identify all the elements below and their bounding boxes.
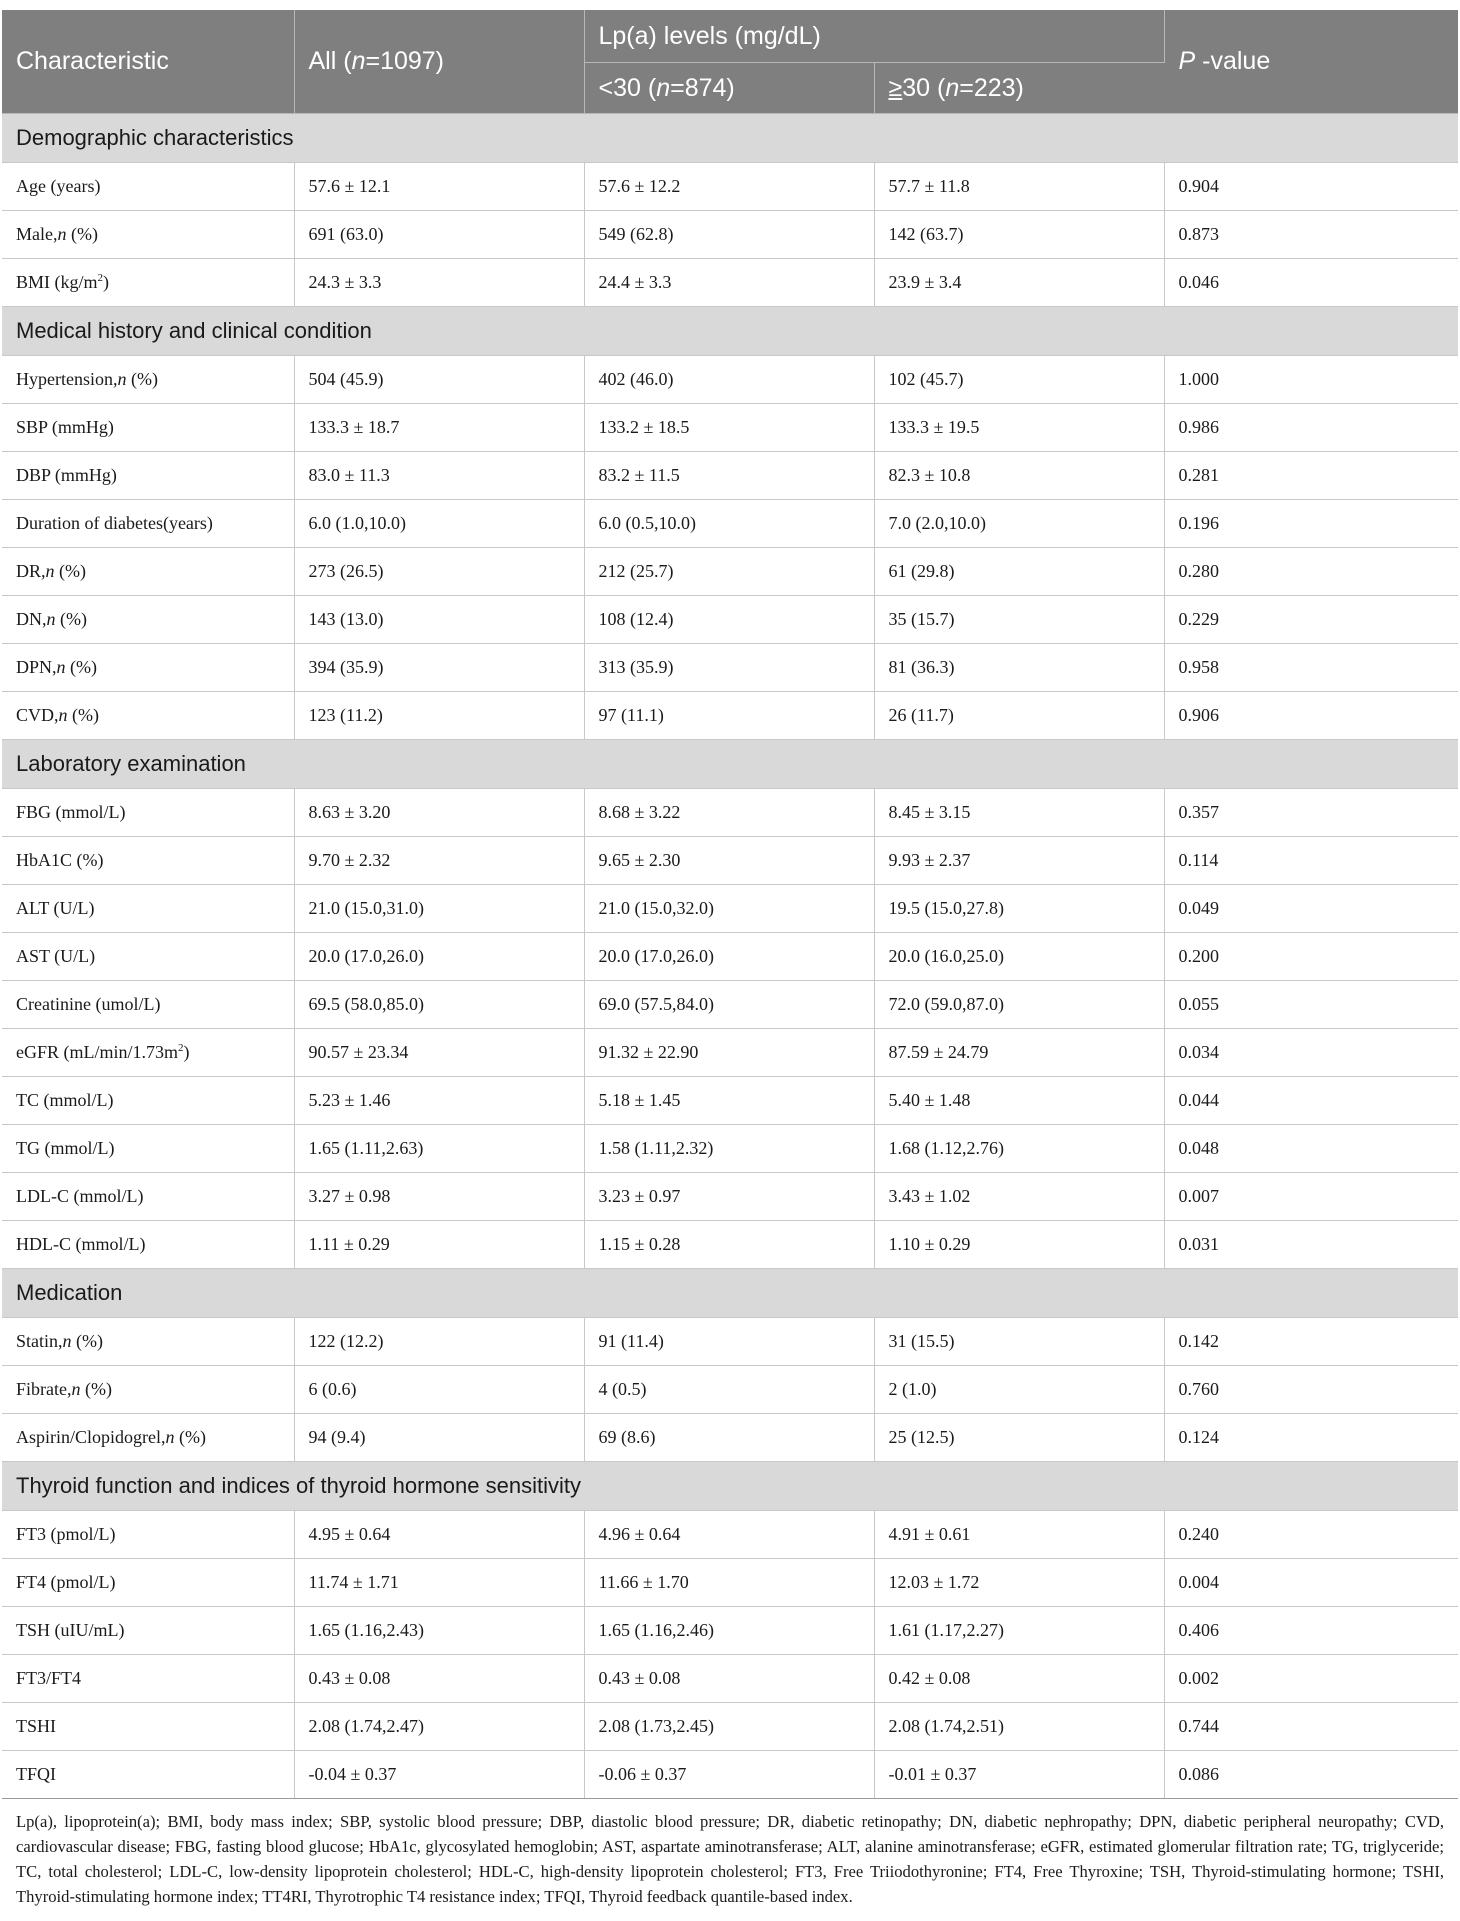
cell-low: 21.0 (15.0,32.0) — [584, 885, 874, 933]
table-row — [2, 1655, 1458, 1703]
table-row — [2, 1366, 1458, 1414]
cell-all: 20.0 (17.0,26.0) — [294, 933, 584, 981]
cell-p: 0.007 — [1164, 1173, 1458, 1221]
cell-low: 3.23 ± 0.97 — [584, 1173, 874, 1221]
table-row — [2, 500, 1458, 548]
cell-p: 0.055 — [1164, 981, 1458, 1029]
row-label: DN,n (%) — [2, 596, 294, 644]
cell-high: 4.91 ± 0.61 — [874, 1511, 1164, 1559]
cell-all: 0.43 ± 0.08 — [294, 1655, 584, 1703]
cell-all: 3.27 ± 0.98 — [294, 1173, 584, 1221]
row-label: TC (mmol/L) — [2, 1077, 294, 1125]
table-footnote: Lp(a), lipoprotein(a); BMI, body mass index; SBP, systolic blood pressure; DBP, diastolic blood pressure; DR, diabetic retinopathy; DN, diabetic nephropathy; DPN, diabetic peripheral neuropathy; CVD, cardiovascular disease; FBG, fasting blood glucose; HbA1c, glycosylated hemoglobin; AST, aspartate aminotransferase; ALT, alanine aminotransferase; eGFR, estimated glomerular filtration rate; TG, triglyceride; TC, total cholesterol; LDL-C, low-density lipoprotein cholesterol; HDL-C, high-density lipoprotein cholesterol; FT3, Free Triiodothyronine; FT4, Free Thyroxine; TSH, Thyroid-stimulating hormone; TSHI, Thyroid-stimulating hormone index; TT4RI, Thyrotrophic T4 resistance index; TFQI, Thyroid feedback quantile-based index. — [16, 1812, 1444, 1906]
cell-high: 81 (36.3) — [874, 644, 1164, 692]
cell-p: 0.049 — [1164, 885, 1458, 933]
cell-low: 6.0 (0.5,10.0) — [584, 500, 874, 548]
row-label: Duration of diabetes(years) — [2, 500, 294, 548]
cell-p: 0.200 — [1164, 933, 1458, 981]
header-p-value: P -value — [1164, 10, 1458, 114]
cell-low: 402 (46.0) — [584, 356, 874, 404]
cell-all: 6.0 (1.0,10.0) — [294, 500, 584, 548]
row-label: Age (years) — [2, 163, 294, 211]
section-row — [2, 1462, 1458, 1511]
cell-all: 5.23 ± 1.46 — [294, 1077, 584, 1125]
cell-low: 83.2 ± 11.5 — [584, 452, 874, 500]
header-all: All (n=1097) — [294, 10, 584, 114]
cell-all: 1.11 ± 0.29 — [294, 1221, 584, 1269]
row-label: CVD,n (%) — [2, 692, 294, 740]
cell-low: 69.0 (57.5,84.0) — [584, 981, 874, 1029]
cell-high: 61 (29.8) — [874, 548, 1164, 596]
cell-p: 0.986 — [1164, 404, 1458, 452]
cell-p: 1.000 — [1164, 356, 1458, 404]
cell-low: 108 (12.4) — [584, 596, 874, 644]
cell-high: 1.61 (1.17,2.27) — [874, 1607, 1164, 1655]
cell-high: 1.10 ± 0.29 — [874, 1221, 1164, 1269]
table-row — [2, 163, 1458, 211]
cell-all: 57.6 ± 12.1 — [294, 163, 584, 211]
cell-all: 83.0 ± 11.3 — [294, 452, 584, 500]
row-label: DPN,n (%) — [2, 644, 294, 692]
cell-all: 6 (0.6) — [294, 1366, 584, 1414]
section-row — [2, 114, 1458, 163]
table-row — [2, 692, 1458, 740]
row-label: LDL-C (mmol/L) — [2, 1173, 294, 1221]
table-row — [2, 981, 1458, 1029]
table-row — [2, 1221, 1458, 1269]
header-lpa-low: <30 (n=874) — [584, 63, 874, 114]
cell-low: 2.08 (1.73,2.45) — [584, 1703, 874, 1751]
row-label: TSH (uIU/mL) — [2, 1607, 294, 1655]
cell-all: 133.3 ± 18.7 — [294, 404, 584, 452]
section-medication: Medication — [2, 1269, 1458, 1318]
cell-all: 21.0 (15.0,31.0) — [294, 885, 584, 933]
row-label: DR,n (%) — [2, 548, 294, 596]
section-thyroid: Thyroid function and indices of thyroid hormone sensitivity — [2, 1462, 1458, 1511]
cell-high: 9.93 ± 2.37 — [874, 837, 1164, 885]
cell-high: 23.9 ± 3.4 — [874, 259, 1164, 307]
cell-p: 0.280 — [1164, 548, 1458, 596]
header-characteristic: Characteristic — [2, 10, 294, 114]
row-label: HDL-C (mmol/L) — [2, 1221, 294, 1269]
cell-low: 20.0 (17.0,26.0) — [584, 933, 874, 981]
row-label: Aspirin/Clopidogrel,n (%) — [2, 1414, 294, 1462]
table-row — [2, 1318, 1458, 1366]
cell-p: 0.760 — [1164, 1366, 1458, 1414]
cell-high: 8.45 ± 3.15 — [874, 789, 1164, 837]
row-label: Male,n (%) — [2, 211, 294, 259]
cell-high: 0.42 ± 0.08 — [874, 1655, 1164, 1703]
row-label: BMI $(kg/m^2)$ — [2, 259, 294, 307]
row-label: TFQI — [2, 1751, 294, 1799]
cell-low: 4.96 ± 0.64 — [584, 1511, 874, 1559]
cell-low: 313 (35.9) — [584, 644, 874, 692]
cell-p: 0.406 — [1164, 1607, 1458, 1655]
cell-high: 87.59 ± 24.79 — [874, 1029, 1164, 1077]
row-label: FT4 (pmol/L) — [2, 1559, 294, 1607]
cell-p: 0.142 — [1164, 1318, 1458, 1366]
cell-high: 26 (11.7) — [874, 692, 1164, 740]
cell-high: 7.0 (2.0,10.0) — [874, 500, 1164, 548]
cell-all: 122 (12.2) — [294, 1318, 584, 1366]
header-lpa-group: Lp(a) levels (mg/dL) — [584, 10, 1164, 63]
cell-high: 133.3 ± 19.5 — [874, 404, 1164, 452]
table-row — [2, 1511, 1458, 1559]
table-row — [2, 1559, 1458, 1607]
cell-all: 8.63 ± 3.20 — [294, 789, 584, 837]
row-label: Fibrate,n (%) — [2, 1366, 294, 1414]
cell-all: 4.95 ± 0.64 — [294, 1511, 584, 1559]
row-label: Hypertension,n (%) — [2, 356, 294, 404]
cell-p: 0.240 — [1164, 1511, 1458, 1559]
table-header — [2, 10, 1458, 114]
cell-p: 0.046 — [1164, 259, 1458, 307]
cell-high: 82.3 ± 10.8 — [874, 452, 1164, 500]
row-label: TSHI — [2, 1703, 294, 1751]
section-row — [2, 307, 1458, 356]
table-row — [2, 789, 1458, 837]
cell-all: 1.65 (1.16,2.43) — [294, 1607, 584, 1655]
cell-all: 273 (26.5) — [294, 548, 584, 596]
row-label: HbA1C (%) — [2, 837, 294, 885]
cell-p: 0.034 — [1164, 1029, 1458, 1077]
row-label: Creatinine (umol/L) — [2, 981, 294, 1029]
cell-low: 4 (0.5) — [584, 1366, 874, 1414]
section-medical: Medical history and clinical condition — [2, 307, 1458, 356]
row-label: AST (U/L) — [2, 933, 294, 981]
cell-high: 72.0 (59.0,87.0) — [874, 981, 1164, 1029]
row-label: Statin,n (%) — [2, 1318, 294, 1366]
table-row — [2, 596, 1458, 644]
cell-all: 90.57 ± 23.34 — [294, 1029, 584, 1077]
table-row — [2, 885, 1458, 933]
cell-low: 24.4 ± 3.3 — [584, 259, 874, 307]
cell-low: 91.32 ± 22.90 — [584, 1029, 874, 1077]
cell-p: 0.904 — [1164, 163, 1458, 211]
section-row — [2, 1269, 1458, 1318]
cell-low: 69 (8.6) — [584, 1414, 874, 1462]
table-row — [2, 1751, 1458, 1799]
cell-high: 31 (15.5) — [874, 1318, 1164, 1366]
row-label: SBP (mmHg) — [2, 404, 294, 452]
section-demographic: Demographic characteristics — [2, 114, 1458, 163]
table-row — [2, 837, 1458, 885]
cell-high: 20.0 (16.0,25.0) — [874, 933, 1164, 981]
cell-high: 3.43 ± 1.02 — [874, 1173, 1164, 1221]
cell-p: 0.357 — [1164, 789, 1458, 837]
cell-low: 1.58 (1.11,2.32) — [584, 1125, 874, 1173]
cell-high: 2 (1.0) — [874, 1366, 1164, 1414]
section-laboratory: Laboratory examination — [2, 740, 1458, 789]
table-row — [2, 933, 1458, 981]
cell-low: 8.68 ± 3.22 — [584, 789, 874, 837]
header-lpa-high: ≥30 (n=223) — [874, 63, 1164, 114]
cell-all: 691 (63.0) — [294, 211, 584, 259]
cell-all: 94 (9.4) — [294, 1414, 584, 1462]
cell-low: 91 (11.4) — [584, 1318, 874, 1366]
table-row — [2, 404, 1458, 452]
row-label: FT3 (pmol/L) — [2, 1511, 294, 1559]
cell-p: 0.873 — [1164, 211, 1458, 259]
table-row — [2, 644, 1458, 692]
row-label: ALT (U/L) — [2, 885, 294, 933]
cell-all: 394 (35.9) — [294, 644, 584, 692]
cell-high: -0.01 ± 0.37 — [874, 1751, 1164, 1799]
cell-p: 0.958 — [1164, 644, 1458, 692]
row-label: FT3/FT4 — [2, 1655, 294, 1703]
cell-low: 133.2 ± 18.5 — [584, 404, 874, 452]
cell-all: -0.04 ± 0.37 — [294, 1751, 584, 1799]
cell-p: 0.906 — [1164, 692, 1458, 740]
cell-low: 57.6 ± 12.2 — [584, 163, 874, 211]
table-row — [2, 1703, 1458, 1751]
cell-low: 0.43 ± 0.08 — [584, 1655, 874, 1703]
cell-high: 102 (45.7) — [874, 356, 1164, 404]
cell-high: 12.03 ± 1.72 — [874, 1559, 1164, 1607]
row-label: DBP (mmHg) — [2, 452, 294, 500]
table-row — [2, 1029, 1458, 1077]
cell-p: 0.229 — [1164, 596, 1458, 644]
cell-high: 142 (63.7) — [874, 211, 1164, 259]
section-row — [2, 740, 1458, 789]
cell-low: 549 (62.8) — [584, 211, 874, 259]
cell-all: 24.3 ± 3.3 — [294, 259, 584, 307]
table-row — [2, 356, 1458, 404]
cell-p: 0.004 — [1164, 1559, 1458, 1607]
cell-p: 0.044 — [1164, 1077, 1458, 1125]
cell-low: 1.65 (1.16,2.46) — [584, 1607, 874, 1655]
cell-p: 0.114 — [1164, 837, 1458, 885]
cell-low: 97 (11.1) — [584, 692, 874, 740]
cell-low: 11.66 ± 1.70 — [584, 1559, 874, 1607]
cell-p: 0.196 — [1164, 500, 1458, 548]
baseline-characteristics-table — [2, 10, 1458, 1799]
cell-high: 2.08 (1.74,2.51) — [874, 1703, 1164, 1751]
table-body — [2, 114, 1458, 1799]
table-row — [2, 259, 1458, 307]
table-row — [2, 1077, 1458, 1125]
cell-all: 143 (13.0) — [294, 596, 584, 644]
cell-high: 57.7 ± 11.8 — [874, 163, 1164, 211]
cell-low: 212 (25.7) — [584, 548, 874, 596]
cell-high: 35 (15.7) — [874, 596, 1164, 644]
table-row — [2, 211, 1458, 259]
table-row — [2, 1125, 1458, 1173]
cell-p: 0.086 — [1164, 1751, 1458, 1799]
cell-all: 1.65 (1.11,2.63) — [294, 1125, 584, 1173]
cell-all: 123 (11.2) — [294, 692, 584, 740]
cell-low: 1.15 ± 0.28 — [584, 1221, 874, 1269]
cell-p: 0.281 — [1164, 452, 1458, 500]
cell-low: 5.18 ± 1.45 — [584, 1077, 874, 1125]
cell-low: 9.65 ± 2.30 — [584, 837, 874, 885]
cell-all: 9.70 ± 2.32 — [294, 837, 584, 885]
document — [2, 0, 1458, 1909]
cell-p: 0.744 — [1164, 1703, 1458, 1751]
cell-high: 5.40 ± 1.48 — [874, 1077, 1164, 1125]
cell-high: 1.68 (1.12,2.76) — [874, 1125, 1164, 1173]
row-label: eGFR $(mL/\min/1.73m^2)$ — [2, 1029, 294, 1077]
table-row — [2, 452, 1458, 500]
cell-p: 0.002 — [1164, 1655, 1458, 1703]
cell-all: 504 (45.9) — [294, 356, 584, 404]
cell-p: 0.048 — [1164, 1125, 1458, 1173]
row-label: TG (mmol/L) — [2, 1125, 294, 1173]
row-label: FBG (mmol/L) — [2, 789, 294, 837]
cell-all: 11.74 ± 1.71 — [294, 1559, 584, 1607]
cell-all: 69.5 (58.0,85.0) — [294, 981, 584, 1029]
cell-low: -0.06 ± 0.37 — [584, 1751, 874, 1799]
table-row — [2, 1414, 1458, 1462]
table-row — [2, 1607, 1458, 1655]
cell-high: 19.5 (15.0,27.8) — [874, 885, 1164, 933]
cell-p: 0.031 — [1164, 1221, 1458, 1269]
cell-all: 2.08 (1.74,2.47) — [294, 1703, 584, 1751]
cell-p: 0.124 — [1164, 1414, 1458, 1462]
table-row — [2, 548, 1458, 596]
table-row — [2, 1173, 1458, 1221]
cell-high: 25 (12.5) — [874, 1414, 1164, 1462]
